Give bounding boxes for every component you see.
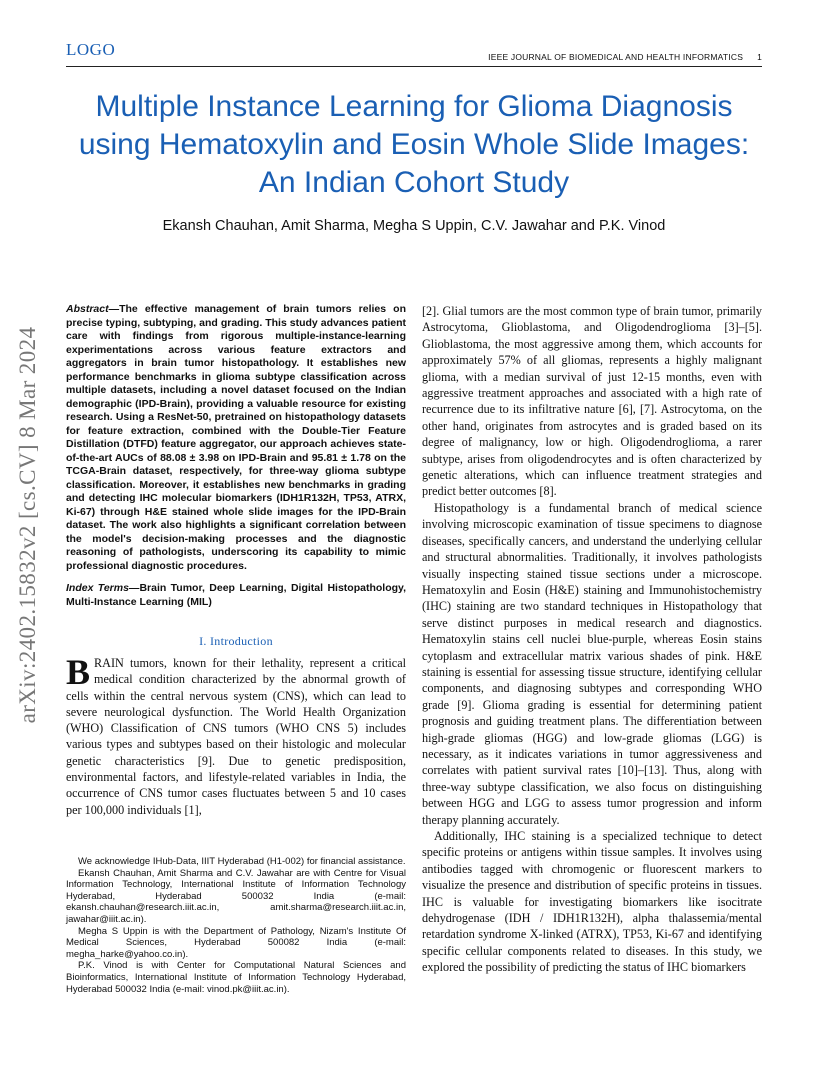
right-column bbox=[422, 303, 762, 976]
footnote-affiliation: P.K. Vinod is with Center for Computational Natural Sciences and Bioinformatics, International Institute of Information Technology Hyderabad, Hyderabad 500032 India (e-mail: vinod.pk@iiit.ac.in). bbox=[66, 960, 406, 995]
arxiv-stamp bbox=[8, 290, 48, 760]
abstract bbox=[66, 303, 406, 573]
author-list: Ekansh Chauhan, Amit Sharma, Megha S Uppin, C.V. Jawahar and P.K. Vinod bbox=[162, 218, 666, 234]
footnote-affiliation: Megha S Uppin is with the Department of Pathology, Nizam's Institute Of Medical Sciences, Hyderabad 500082 India (e-mail: megha_harke@yahoo.co.in). bbox=[66, 925, 406, 960]
introduction-paragraph bbox=[66, 652, 406, 818]
drop-cap: B bbox=[66, 652, 91, 692]
index-terms bbox=[66, 582, 406, 609]
abstract-label: Abstract— bbox=[66, 303, 120, 315]
journal-name: IEEE JOURNAL OF BIOMEDICAL AND HEALTH INFORMATICS bbox=[488, 52, 744, 62]
body-paragraph: Additionally, IHC staining is a specialized technique to detect specific proteins or antigens within tissue samples. It involves using antibodies tagged with chromogenic or fluorescent markers to visualize the presence and distribution of specific proteins in tissues. IHC is valuable for investigating biomarkers like isocitrate dehydrogenase (IDH / IDH1R132H), alpha thalassemia/mental retardation syndrome X-linked (ATRX), TP53, Ki-67 and identifying specific cellular components related to diseases. In this study, we explored the possibility of predicting the status of IHC biomarkers bbox=[422, 829, 762, 975]
section-heading-introduction: I. Introduction bbox=[199, 634, 273, 648]
journal-logo: LOGO bbox=[66, 40, 116, 59]
running-head bbox=[488, 52, 762, 62]
left-column bbox=[66, 303, 406, 818]
footnotes bbox=[66, 856, 406, 995]
paper-title: Multiple Instance Learning for Glioma Diagnosis using Hematoxylin and Eosin Whole Slide Images: An Indian Cohort Study bbox=[78, 90, 750, 199]
introduction-text: RAIN tumors, known for their lethality, represent a critical medical condition characterized by the abnormal growth of cells within the central nervous system (CNS), which can lead to severe neurological dysfunction. The World Health Organization (WHO) Classification of CNS tumors (WHO CNS 5) includes various types and subtypes based on their histologic and molecular genetic characteristics [9]. Due to genetic predisposition, environmental factors, and lifestyle-related variables in India, the occurrence of CNS tumor cases fluctuates between 5 and 10 cases per 100,000 individuals [1], bbox=[66, 656, 406, 817]
index-terms-label: Index Terms— bbox=[66, 582, 140, 594]
body-paragraph: [2]. Glial tumors are the most common type of brain tumor, primarily Astrocytoma, Glioblastoma, and Oligodendroglioma [3]–[5]. Glioblastoma, the most aggressive among them, which accounts for approximately 57% of all gliomas, represents a highly malignant glioma, with a median survival of just 12-15 months, even with aggressive treatment approaches and associated with a high rate of recurrence due to its infiltrative nature [6], [7]. Astrocytoma, on the other hand, originates from astrocytes and is graded based on its degree of malignancy, low or high. Oligodendroglioma, a rarer subtype, arises from oligodendrocytes and is often characterized by genetic alterations, which can influence treatment strategies and predict better outcomes [8]. bbox=[422, 304, 762, 499]
footnote-funding: We acknowledge IHub-Data, IIIT Hyderabad (H1-002) for financial assistance. bbox=[78, 856, 406, 867]
abstract-text: The effective management of brain tumors relies on precise typing, subtyping, and grading. This study advances patient care with findings from rigorous multiple-instance-learning experimentations across various feature extractors and aggregators in brain tumor histopathology. It establishes new performance benchmarks in glioma subtype classification across multiple datasets, including a novel dataset focused on the Indian demographic (IPD-Brain), providing a valuable resource for existing research. Using a ResNet-50, pretrained on histopathology datasets for feature extraction, combined with the Double-Tier Feature Distillation (DTFD) feature aggregator, our approach achieves state-of-the-art AUCs of 88.08 ± 3.98 on IPD-Brain and 95.81 ± 1.78 on the TCGA-Brain dataset, respectively, for three-way glioma subtype classification. Moreover, it establishes new benchmarks in grading and detecting IHC molecular biomarkers (IDH1R132H, TP53, ATRX, Ki-67) through H&E stained whole slide images for the IPD-Brain dataset. The work also highlights a significant correlation between the model's decision-making processes and the diagnostic reasoning of pathologists, underscoring its capability to mimic professional diagnostic procedures. bbox=[66, 303, 406, 572]
header-rule bbox=[66, 66, 762, 67]
index-terms-text: Brain Tumor, Deep Learning, Digital Histopathology, Multi-Instance Learning (MIL) bbox=[66, 582, 406, 608]
body-paragraph: Histopathology is a fundamental branch of medical science involving microscopic examination of tissue specimens to diagnose diseases, specifically cancers, and understand the underlying cellular and structural abnormalities. Traditionally, it involves pathologists visually inspecting stained tissue sections under a microscope. Hematoxylin and Eosin (H&E) staining and Immunohistochemistry (IHC) staining are two standard techniques in Histopathology that serve distinct purposes in medical research and diagnostics. Hematoxylin stains cell nuclei blue-purple, whereas Eosin stains cytoplasm and extracellular matrix various shades of pink. H&E staining is essential for assessing tissue structure, identifying cellular components, and diagnosing subtypes and corresponding WHO grade [9]. Glioma grading is essential for determining patient prognosis and guiding treatment plans. The differentiation between high-grade gliomas (HGG) and low-grade gliomas (LGG) is necessary, as it indicates variations in tumor aggressiveness and correlates with patient survival rates [10]–[13]. Thus, along with three-way subtype classification, we also focus on distinguishing between HGG and LGG to assess tumor progression and inform therapy planning accurately. bbox=[422, 500, 762, 827]
footnote-affiliation: Ekansh Chauhan, Amit Sharma and C.V. Jawahar are with Centre for Visual Information Technology, International Institute of Information Technology Hyderabad, Hyderabad 500032 India (e-mail: ekansh.chauhan@research.iiit.ac.in, amit.sharma@research.iiit.ac.in, jawahar@iiit.ac.in). bbox=[66, 867, 406, 925]
arxiv-stamp-text: arXiv:2402.15832v2 [cs.CV] 8 Mar 2024 bbox=[15, 326, 40, 724]
page-number: 1 bbox=[757, 52, 762, 62]
